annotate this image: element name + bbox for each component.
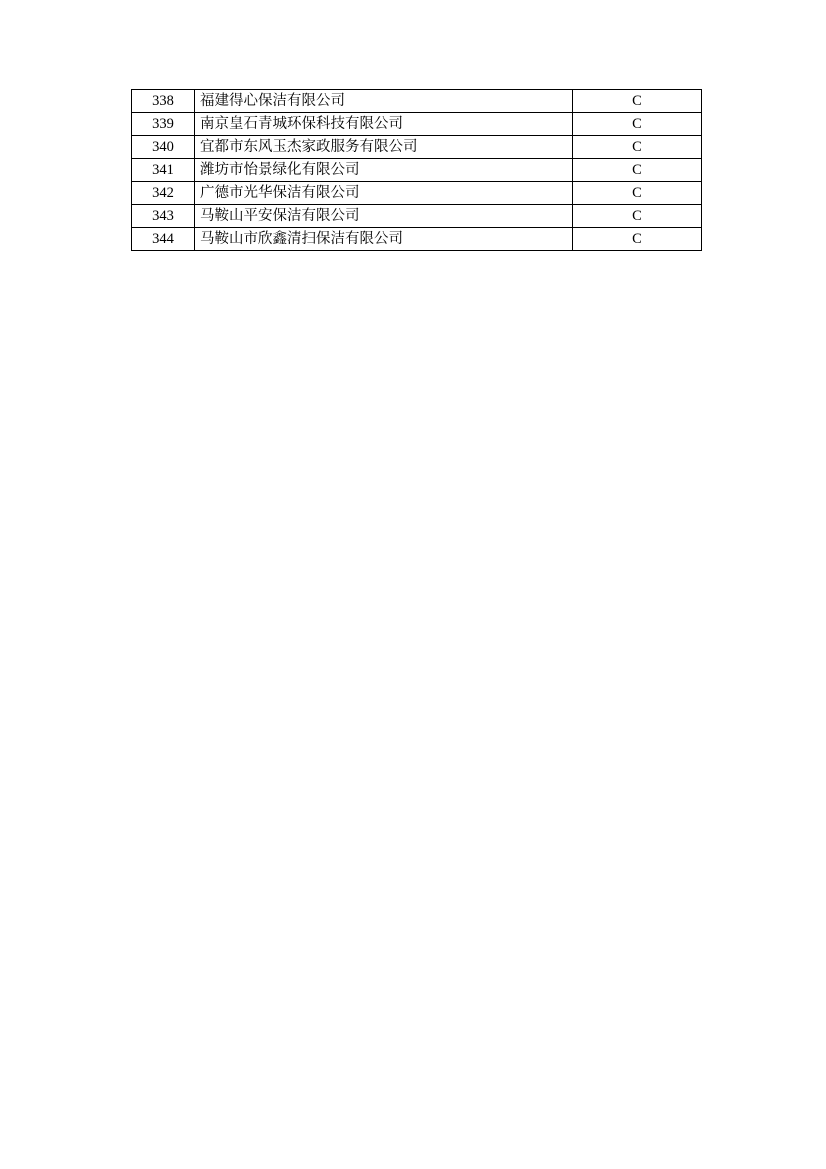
row-grade: C: [573, 90, 702, 113]
table-row: [132, 205, 702, 228]
row-grade: C: [573, 205, 702, 228]
row-index: 339: [132, 113, 195, 136]
row-company-name: 马鞍山市欣鑫清扫保洁有限公司: [195, 228, 573, 251]
row-index: 340: [132, 136, 195, 159]
row-grade: C: [573, 159, 702, 182]
row-grade: C: [573, 182, 702, 205]
row-company-name: 潍坊市怡景绿化有限公司: [195, 159, 573, 182]
row-company-name: 福建得心保洁有限公司: [195, 90, 573, 113]
row-index: 344: [132, 228, 195, 251]
row-company-name: 宜都市东风玉杰家政服务有限公司: [195, 136, 573, 159]
row-company-name: 马鞍山平安保洁有限公司: [195, 205, 573, 228]
table-row: [132, 182, 702, 205]
table-body: [132, 90, 702, 251]
row-company-name: 南京皇石青城环保科技有限公司: [195, 113, 573, 136]
row-company-name: 广德市光华保洁有限公司: [195, 182, 573, 205]
company-grade-table: [131, 89, 702, 251]
row-grade: C: [573, 228, 702, 251]
table-row: [132, 136, 702, 159]
row-grade: C: [573, 136, 702, 159]
row-index: 342: [132, 182, 195, 205]
table-row: [132, 159, 702, 182]
row-index: 343: [132, 205, 195, 228]
row-grade: C: [573, 113, 702, 136]
row-index: 341: [132, 159, 195, 182]
table-row: [132, 113, 702, 136]
table-row: [132, 90, 702, 113]
row-index: 338: [132, 90, 195, 113]
table-row: [132, 228, 702, 251]
